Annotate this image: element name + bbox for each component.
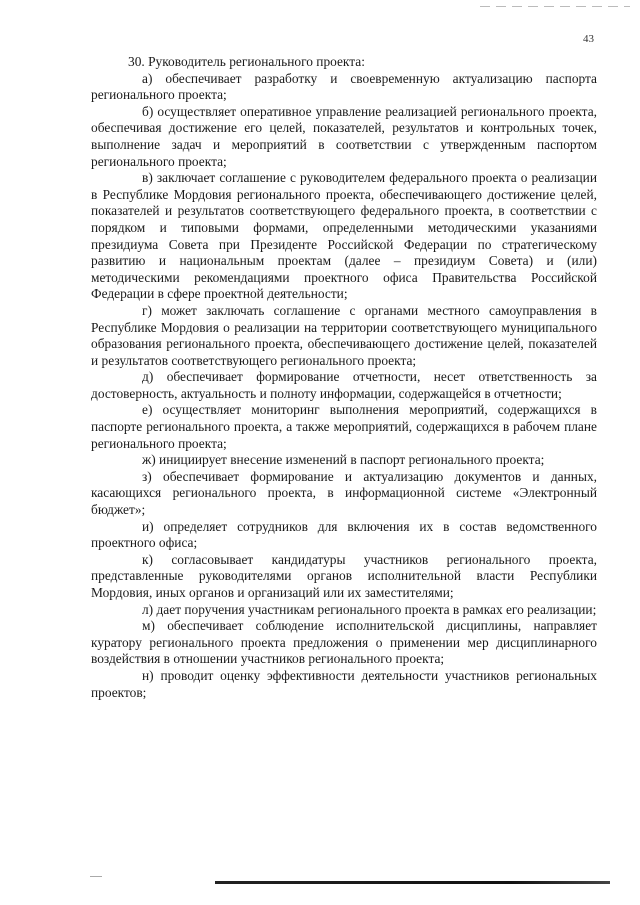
- subclause-g: г) может заключать соглашение с органами местного самоуправления в Республике Мордовия о реализации на территории соответствующего муниципального образования регионального проекта, обеспечивающего достижение целей, показателей и результатов соответствующего регионального проекта;: [91, 302, 597, 368]
- scan-artifact-bottom-bar: [215, 881, 610, 884]
- subclause-e: е) осуществляет мониторинг выполнения мероприятий, содержащихся в паспорте регионального проекта, а также мероприятий, содержащихся в рабочем плане регионального проекта;: [91, 402, 597, 451]
- subclause-zh: ж) инициирует внесение изменений в паспорт регионального проекта;: [142, 452, 545, 468]
- subclause-z: з) обеспечивает формирование и актуализацию документов и данных, касающихся регионального проекта, в информационной системе «Электронный бюджет»;: [91, 468, 597, 518]
- page-number: 43: [583, 33, 594, 45]
- scan-artifact-top: [480, 6, 630, 7]
- subclause-l: л) дает поручения участникам регионального проекта в рамках его реализации;: [142, 601, 597, 617]
- document-body: [91, 54, 597, 701]
- subclause-m: м) обеспечивает соблюдение исполнительской дисциплины, направляет куратору регионального проекта предложения о применении мер дисциплинарного воздействия в отношении участников регионального проекта;: [91, 618, 597, 667]
- subclause-n: н) проводит оценку эффективности деятельности участников региональных проектов;: [91, 667, 597, 700]
- subclause-b: б) осуществляет оперативное управление реализацией регионального проекта, обеспечивая достижение его целей, показателей, результатов и контрольных точек, выполнение задач и мероприятий в соответствии с утвержденным паспортом регионального проекта;: [91, 103, 597, 169]
- subclause-k: к) согласовывает кандидатуры участников регионального проекта, представленные руководителями органов исполнительной власти Республики Мордовия, иных органов и организаций или их заместителями;: [91, 551, 597, 600]
- subclause-a: а) обеспечивает разработку и своевременную актуализацию паспорта регионального проекта;: [91, 70, 597, 103]
- subclause-i: и) определяет сотрудников для включения их в состав ведомственного проектного офиса;: [91, 518, 597, 551]
- scan-artifact-bottom-left: [90, 876, 102, 877]
- subclause-d: д) обеспечивает формирование отчетности, несет ответственность за достоверность, актуальность и полноту информации, содержащейся в отчетности;: [91, 369, 597, 401]
- subclause-v: в) заключает соглашение с руководителем федерального проекта о реализации в Республике Мордовия регионального проекта, обеспечивающего достижение целей, показателей и результатов соответствующего федерального проекта, в соответствии с порядком и типовыми формами, определенными методическими указаниями президиума Совета при Президенте Российской Федерации по стратегическому развитию и национальным проектам (далее – президиум Совета) и (или) методическими рекомендациями проектного офиса Правительства Российской Федерации в сфере проектной деятельности;: [91, 170, 597, 302]
- clause-heading: 30. Руководитель регионального проекта:: [128, 54, 365, 69]
